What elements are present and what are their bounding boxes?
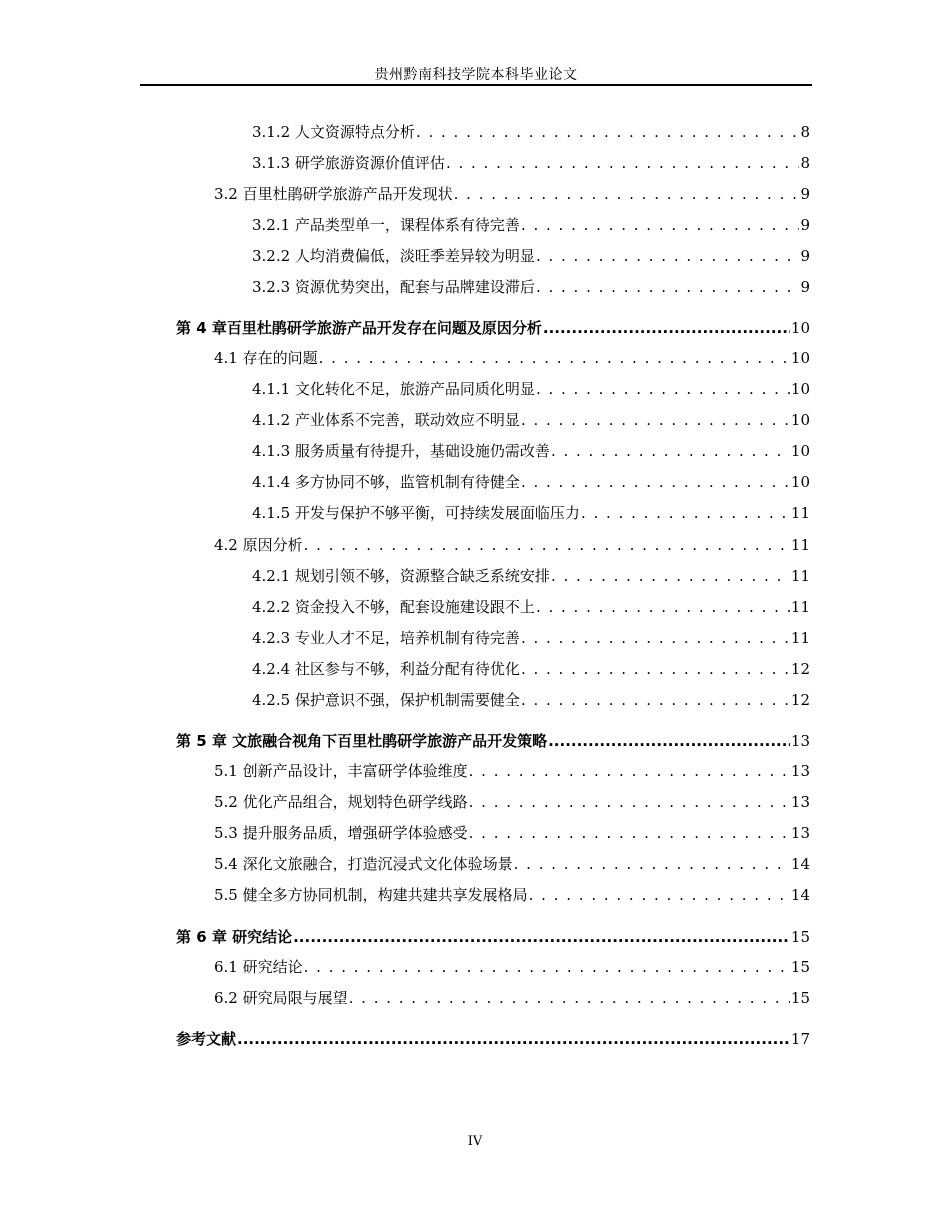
toc-entry[interactable] — [214, 821, 810, 843]
toc-entry-title: 第 6 章 研究结论 — [176, 928, 293, 946]
toc-leader-dots — [551, 566, 790, 586]
toc-entry-page: 11 — [790, 567, 810, 585]
toc-entry-page: 9 — [800, 185, 810, 203]
toc-entry-page: 11 — [790, 629, 810, 647]
toc-entry-title: 第 4 章百里杜鹃研学旅游产品开发存在问题及原因分析 — [176, 319, 542, 337]
toc-leader-dots — [514, 854, 790, 874]
toc-entry[interactable] — [214, 852, 810, 874]
toc-entry-page: 9 — [800, 247, 810, 265]
toc-leader-dots — [293, 927, 790, 947]
toc-entry-page: 13 — [790, 762, 810, 780]
toc-leader-dots — [536, 379, 790, 399]
toc-entry-title: 6.1 研究结论 — [214, 958, 303, 976]
toc-entry-title: 4.1.5 开发与保护不够平衡，可持续发展面临压力 — [252, 504, 580, 522]
toc-entry-page: 11 — [790, 598, 810, 616]
toc-entry-page: 12 — [790, 660, 810, 678]
toc-entry-title: 4.2.1 规划引领不够，资源整合缺乏系统安排 — [252, 567, 550, 585]
toc-chapter-entry[interactable] — [176, 729, 810, 751]
toc-entry-title: 3.2.3 资源优势突出，配套与品牌建设滞后 — [252, 278, 535, 296]
toc-leader-dots — [548, 731, 790, 751]
toc-entry-page: 13 — [790, 793, 810, 811]
toc-entry-page: 9 — [800, 278, 810, 296]
toc-leader-dots — [469, 761, 790, 781]
toc-entry[interactable] — [214, 955, 810, 977]
toc-entry-title: 3.2.1 产品类型单一，课程体系有待完善 — [252, 216, 520, 234]
page-number: IV — [467, 1134, 483, 1149]
toc-entry-page: 10 — [790, 349, 810, 367]
toc-entry-page: 15 — [790, 958, 810, 976]
toc-entry-page: 10 — [790, 473, 810, 491]
toc-leader-dots — [469, 823, 790, 843]
toc-chapter-entry[interactable] — [176, 1027, 810, 1049]
header-rule — [140, 84, 812, 86]
toc-entry-title: 4.1.3 服务质量有待提升，基础设施仍需改善 — [252, 442, 550, 460]
toc-entry-page: 10 — [790, 380, 810, 398]
toc-entry-page: 10 — [790, 442, 810, 460]
toc-entry-page: 10 — [790, 411, 810, 429]
toc-entry-page: 10 — [790, 319, 810, 337]
toc-entry-page: 9 — [800, 216, 810, 234]
toc-entry-title: 3.1.3 研学旅游资源价值评估 — [252, 154, 445, 172]
toc-leader-dots — [536, 246, 800, 266]
toc-leader-dots — [521, 472, 790, 492]
toc-entry-title: 3.1.2 人文资源特点分析 — [252, 123, 415, 141]
toc-entry-title: 4.2.2 资金投入不够，配套设施建设跟不上 — [252, 598, 535, 616]
toc-entry-page: 12 — [790, 691, 810, 709]
toc-entry-title: 4.2.4 社区参与不够，利益分配有待优化 — [252, 660, 520, 678]
toc-entry-page: 8 — [800, 123, 810, 141]
toc-entry[interactable] — [252, 688, 810, 710]
toc-entry-title: 5.5 健全多方协同机制，构建共建共享发展格局 — [214, 886, 528, 904]
toc-entry-title: 参考文献 — [176, 1030, 237, 1048]
toc-entry[interactable] — [214, 986, 810, 1008]
toc-entry[interactable] — [252, 439, 810, 461]
toc-entry[interactable] — [252, 275, 810, 297]
toc-entry[interactable] — [214, 346, 810, 368]
toc-chapter-entry[interactable] — [176, 925, 810, 947]
toc-entry[interactable] — [252, 244, 810, 266]
toc-entry[interactable] — [214, 759, 810, 781]
toc-leader-dots — [304, 535, 790, 555]
toc-entry[interactable] — [252, 564, 810, 586]
toc-entry[interactable] — [252, 151, 810, 173]
toc-chapter-entry[interactable] — [176, 316, 810, 338]
toc-entry[interactable] — [252, 408, 810, 430]
toc-entry-page: 14 — [790, 855, 810, 873]
toc-entry-title: 4.1 存在的问题 — [214, 349, 318, 367]
toc-leader-dots — [551, 441, 790, 461]
toc-entry-title: 3.2 百里杜鹃研学旅游产品开发现状 — [214, 185, 453, 203]
toc-leader-dots — [543, 318, 790, 338]
toc-entry[interactable] — [252, 501, 810, 523]
toc-entry[interactable] — [252, 470, 810, 492]
toc-leader-dots — [536, 597, 790, 617]
toc-leader-dots — [319, 348, 790, 368]
toc-leader-dots — [469, 792, 790, 812]
toc-entry-title: 4.1.2 产业体系不完善，联动效应不明显 — [252, 411, 520, 429]
toc-entry[interactable] — [214, 883, 810, 905]
toc-entry-title: 4.1.4 多方协同不够，监管机制有待健全 — [252, 473, 520, 491]
toc-leader-dots — [454, 184, 800, 204]
toc-entry-title: 5.1 创新产品设计，丰富研学体验维度 — [214, 762, 468, 780]
toc-leader-dots — [581, 503, 790, 523]
toc-entry-page: 11 — [790, 536, 810, 554]
toc-entry-title: 6.2 研究局限与展望 — [214, 989, 348, 1007]
toc-entry[interactable] — [252, 377, 810, 399]
toc-entry[interactable] — [252, 595, 810, 617]
toc-entry[interactable] — [252, 213, 810, 235]
toc-entry-page: 13 — [790, 824, 810, 842]
toc-entry[interactable] — [252, 626, 810, 648]
toc-leader-dots — [521, 690, 790, 710]
toc-entry[interactable] — [214, 533, 810, 555]
toc-leader-dots — [521, 628, 790, 648]
toc-leader-dots — [304, 957, 790, 977]
toc-entry-title: 4.2.3 专业人才不足，培养机制有待完善 — [252, 629, 520, 647]
toc-leader-dots — [521, 659, 790, 679]
toc-leader-dots — [349, 988, 790, 1008]
toc-leader-dots — [536, 277, 800, 297]
toc-entry-page: 15 — [790, 928, 810, 946]
toc-entry-page: 11 — [790, 504, 810, 522]
toc-entry-title: 5.2 优化产品组合，规划特色研学线路 — [214, 793, 468, 811]
toc-entry-title: 4.2.5 保护意识不强，保护机制需要健全 — [252, 691, 520, 709]
toc-entry-page: 14 — [790, 886, 810, 904]
toc-entry-page: 15 — [790, 989, 810, 1007]
toc-leader-dots — [237, 1029, 790, 1049]
toc-leader-dots — [446, 153, 800, 173]
toc-entry[interactable] — [252, 657, 810, 679]
toc-leader-dots — [521, 215, 800, 235]
toc-entry-title: 5.4 深化文旅融合，打造沉浸式文化体验场景 — [214, 855, 513, 873]
toc-entry-title: 5.3 提升服务品质，增强研学体验感受 — [214, 824, 468, 842]
toc-entry-title: 4.1.1 文化转化不足，旅游产品同质化明显 — [252, 380, 535, 398]
toc-entry[interactable] — [252, 120, 810, 142]
toc-entry-title: 第 5 章 文旅融合视角下百里杜鹃研学旅游产品开发策略 — [176, 732, 548, 750]
toc-entry-title: 4.2 原因分析 — [214, 536, 303, 554]
toc-entry-page: 8 — [800, 154, 810, 172]
toc-leader-dots — [529, 885, 790, 905]
toc-entry[interactable] — [214, 182, 810, 204]
toc-leader-dots — [521, 410, 790, 430]
toc-entry[interactable] — [214, 790, 810, 812]
toc-leader-dots — [416, 122, 800, 142]
toc-entry-title: 3.2.2 人均消费偏低，淡旺季差异较为明显 — [252, 247, 535, 265]
running-header: 贵州黔南科技学院本科毕业论文 — [374, 67, 578, 83]
toc-entry-page: 17 — [790, 1030, 810, 1048]
toc-entry-page: 13 — [790, 732, 810, 750]
